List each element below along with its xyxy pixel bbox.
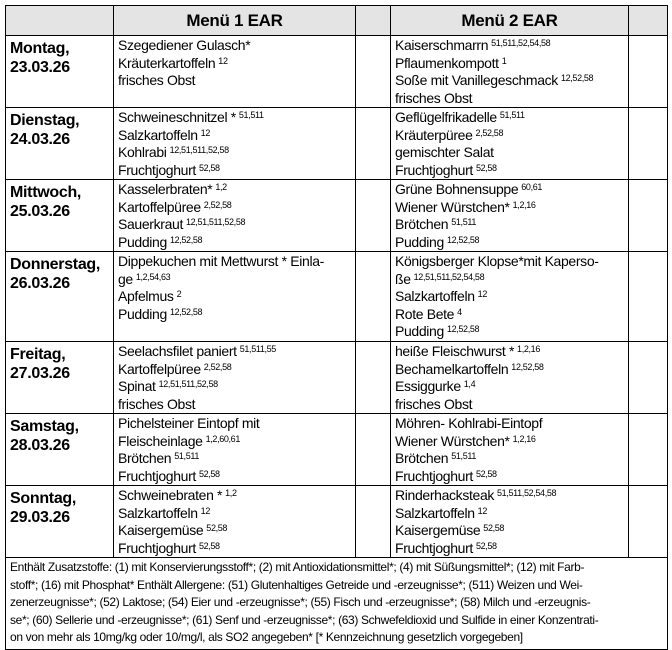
dish-name: Fruchtjoghurt: [118, 539, 196, 556]
allergen-codes: 51,511: [174, 451, 199, 461]
day-cell: [6, 36, 114, 108]
day-date: 28.03.26: [10, 437, 70, 454]
spacer-cell: [629, 36, 668, 108]
dish-name: Brötchen: [118, 450, 172, 466]
allergen-codes: 12: [200, 127, 210, 138]
allergen-codes: 12,51,511,52,58: [169, 145, 229, 155]
allergen-codes: 52,58: [198, 162, 220, 173]
menu-item: [395, 505, 624, 523]
dish-name: Kasselerbraten*: [118, 181, 213, 197]
allergen-codes: 51,511,55: [239, 344, 276, 354]
dish-name: Kohlrabi: [118, 144, 167, 160]
allergen-codes: 1,2: [225, 488, 237, 498]
dish-name: Kräuterpüree: [395, 126, 473, 143]
day-row: [6, 252, 668, 342]
allergen-codes: 1,2,54,63: [135, 271, 171, 282]
spacer-cell: [629, 486, 668, 558]
allergen-codes: 2: [176, 289, 182, 299]
allergen-codes: 12,51,511,52,54,58: [413, 271, 485, 282]
dish-name: heiße Fleischwurst *: [395, 343, 515, 359]
menu2-cell: [391, 486, 629, 558]
menu-item: [395, 90, 624, 108]
dish-name: Pudding: [395, 233, 444, 250]
menu1-cell: [114, 414, 356, 486]
dish-name: Kräuterkartoffeln: [118, 54, 216, 71]
footer-line: zenerzeugnisse*; (52) Laktose; (54) Eier und -erzeugnisse*; (55) Fisch und -erzeugnisse*; (58) Milch und -erzeugnis-: [10, 595, 591, 609]
dish-name: Salzkartoffeln: [118, 504, 198, 521]
day-name: Donnerstag,: [10, 256, 101, 273]
menu-item: [118, 72, 351, 90]
menu-item: [395, 72, 624, 90]
menu-item: [118, 271, 351, 289]
dish-name: Brötchen: [395, 450, 449, 466]
menu1-cell: [114, 180, 356, 252]
dish-name: Salzkartoffeln: [118, 126, 198, 143]
dish-name: Essiggurke: [395, 378, 461, 394]
spacer-cell: [629, 180, 668, 252]
menu-item: [395, 415, 624, 433]
dish-name: gemischter Salat: [395, 144, 494, 160]
allergen-codes: 52,58: [198, 540, 220, 551]
menu-item: [118, 450, 351, 468]
menu-item: [395, 181, 624, 199]
allergen-codes: 1,2,16: [512, 199, 536, 210]
day-cell: [6, 342, 114, 414]
menu-item: [118, 487, 351, 505]
menu-item: [118, 540, 351, 558]
menu-item: [118, 415, 351, 433]
header-day: [6, 6, 114, 36]
day-cell: [6, 180, 114, 252]
menu2-cell: [391, 108, 629, 180]
dish-name: Dippekuchen mit Mettwurst * Einla-: [118, 253, 324, 269]
day-row: [6, 180, 668, 252]
dish-name: ge: [118, 270, 133, 287]
menu-item: [118, 433, 351, 451]
allergen-codes: 12,52,58: [446, 324, 480, 334]
allergen-codes: 1,4: [463, 379, 476, 389]
menu-item: [395, 144, 624, 162]
dish-name: ße: [395, 270, 411, 287]
allergen-codes: 51,511,52,54,58: [497, 488, 557, 498]
dish-name: Apfelmus: [118, 288, 174, 304]
allergen-codes: 1,2,16: [512, 433, 536, 444]
allergen-codes: 52,58: [198, 468, 220, 479]
menu-item: [395, 343, 624, 361]
dish-name: Fruchtjoghurt: [395, 539, 473, 556]
dish-name: frisches Obst: [118, 72, 196, 88]
allergen-codes: 12: [477, 289, 487, 299]
menu-item: [395, 522, 624, 540]
allergen-codes: 52,58: [475, 468, 497, 479]
menu-item: [395, 288, 624, 306]
dish-name: Kaiserschmarrn: [395, 37, 489, 53]
day-name: Freitag,: [10, 346, 66, 363]
menu-item: [395, 162, 624, 180]
menu-item: [395, 253, 624, 271]
allergen-codes: 51,511: [451, 217, 476, 227]
allergen-codes: 51,511,52,54,58: [491, 38, 551, 48]
allergen-codes: 51,511: [451, 451, 476, 461]
menu-item: [118, 37, 351, 55]
menu-item: [118, 361, 351, 379]
menu-item: [395, 306, 624, 324]
menu-table: [5, 5, 668, 650]
menu1-cell: [114, 108, 356, 180]
dish-name: Fruchtjoghurt: [118, 161, 196, 178]
dish-name: Möhren- Kohlrabi-Eintopf: [395, 415, 543, 431]
dish-name: Wiener Würstchen*: [395, 432, 510, 449]
dish-name: Fleischeinlage: [118, 432, 203, 449]
spacer-cell: [356, 252, 391, 342]
dish-name: frisches Obst: [118, 395, 196, 412]
dish-name: Szegediener Gulasch*: [118, 37, 251, 53]
dish-name: Pflaumenkompott: [395, 54, 499, 71]
footer-line: se*; (60) Sellerie und -erzeugnisse*; (61) Senf und -erzeugnisse*; (63) Schwefeldioxid und Sulfide in einer Konzentrati-: [10, 612, 599, 627]
day-row: [6, 414, 668, 486]
menu-item: [118, 505, 351, 523]
dish-name: Kartoffelpüree: [118, 198, 201, 215]
spacer-cell: [356, 414, 391, 486]
day-cell: [6, 486, 114, 558]
day-row: [6, 342, 668, 414]
menu1-cell: [114, 36, 356, 108]
spacer-cell: [629, 414, 668, 486]
footer-line: on von mehr als 10mg/kg oder 10/mg/l, als SO2 angegeben* [* Kennzeichnung gesetzlich vorgegeben]: [10, 630, 523, 644]
allergen-codes: 52,58: [475, 162, 497, 173]
menu-item: [118, 396, 351, 414]
day-date: 27.03.26: [10, 365, 70, 382]
dish-name: Schweineschnitzel *: [118, 109, 236, 125]
spacer-cell: [356, 36, 391, 108]
menu-item: [395, 433, 624, 451]
menu-item: [395, 540, 624, 558]
day-row: [6, 486, 668, 558]
allergen-codes: 12: [218, 55, 228, 66]
allergen-codes: 12: [477, 505, 487, 516]
menu-item: [118, 288, 351, 306]
menu-item: [395, 323, 624, 341]
menu1-cell: [114, 252, 356, 342]
allergen-codes: 52,58: [206, 523, 228, 533]
allergen-codes: 12,52,58: [511, 361, 544, 372]
spacer-cell: [629, 252, 668, 342]
day-name: Sonntag,: [10, 490, 77, 507]
menu-item: [118, 162, 351, 180]
menu1-cell: [114, 342, 356, 414]
dish-name: Königsberger Klopse*mit Kaperso-: [395, 253, 599, 269]
allergen-codes: 1,2: [215, 182, 227, 192]
legend-footer: [6, 558, 668, 650]
dish-name: Salzkartoffeln: [395, 504, 475, 521]
menu2-cell: [391, 180, 629, 252]
menu-item: [118, 468, 351, 486]
dish-name: Fruchtjoghurt: [118, 467, 196, 484]
dish-name: Fruchtjoghurt: [395, 467, 473, 484]
dish-name: Kartoffelpüree: [118, 360, 201, 377]
dish-name: Rote Bete: [395, 305, 455, 322]
menu-item: [395, 37, 624, 55]
dish-name: Kaisergemüse: [118, 522, 204, 538]
menu-item: [118, 199, 351, 217]
footer-line: Enthält Zusatzstoffe: (1) mit Konservierungsstoff*; (2) mit Antioxidationsmittel*; (4) mit Süßungsmittel*; (12) mit Farb-: [10, 560, 585, 574]
spacer-cell: [356, 486, 391, 558]
day-row: [6, 108, 668, 180]
menu-item: [395, 396, 624, 414]
allergen-codes: 1,2,16: [517, 344, 540, 354]
allergen-codes: 2,52,58: [475, 127, 504, 138]
menu-item: [118, 253, 351, 271]
dish-name: Seelachsfilet paniert: [118, 343, 237, 359]
day-date: 26.03.26: [10, 275, 70, 292]
allergen-codes: 12,52,58: [169, 234, 203, 245]
menu-item: [118, 234, 351, 252]
allergen-codes: 12,51,511,52,58: [158, 379, 218, 389]
menu2-cell: [391, 342, 629, 414]
dish-name: Brötchen: [395, 216, 449, 232]
menu-item: [118, 181, 351, 199]
menu-item: [118, 55, 351, 73]
menu-item: [118, 216, 351, 234]
dish-name: Pudding: [118, 305, 167, 322]
day-name: Mittwoch,: [10, 184, 82, 201]
menu-item: [395, 109, 624, 127]
allergen-codes: 12,51,511,52,58: [185, 217, 246, 227]
dish-name: Salzkartoffeln: [395, 288, 475, 304]
header-row: [6, 6, 668, 36]
day-row: [6, 36, 668, 108]
dish-name: Grüne Bohnensuppe: [395, 181, 519, 197]
allergen-codes: 51,511: [499, 110, 525, 120]
day-date: 25.03.26: [10, 203, 70, 220]
allergen-codes: 51,511: [238, 110, 264, 120]
dish-name: Sauerkraut: [118, 216, 183, 232]
day-name: Montag,: [10, 40, 70, 57]
dish-name: Pudding: [118, 233, 167, 250]
dish-name: Fruchtjoghurt: [395, 161, 473, 178]
dish-name: frisches Obst: [395, 395, 473, 412]
dish-name: Pichelsteiner Eintopf mit: [118, 415, 260, 431]
header-spacer2: [629, 6, 668, 36]
allergen-codes: 1: [501, 55, 507, 66]
allergen-codes: 1,2,60,61: [205, 433, 240, 444]
menu-item: [395, 450, 624, 468]
dish-name: Pudding: [395, 323, 444, 339]
menu-item: [395, 378, 624, 396]
dish-name: Spinat: [118, 378, 156, 394]
dish-name: Kaisergemüse: [395, 522, 481, 538]
menu2-cell: [391, 414, 629, 486]
day-cell: [6, 414, 114, 486]
menu-item: [395, 271, 624, 289]
menu2-cell: [391, 36, 629, 108]
day-date: 23.03.26: [10, 59, 70, 76]
menu-item: [118, 378, 351, 396]
allergen-codes: 2,52,58: [203, 361, 232, 372]
allergen-codes: 2,52,58: [203, 199, 232, 210]
menu-item: [118, 522, 351, 540]
footer-line: stoff*; (16) mit Phosphat* Enthält Allergene: (51) Glutenhaltiges Getreide und -erzeugnisse*; (511) Weizen und Wei-: [10, 577, 583, 592]
dish-name: Wiener Würstchen*: [395, 198, 510, 215]
allergen-codes: 52,58: [475, 540, 497, 551]
menu-item: [118, 144, 351, 162]
day-date: 24.03.26: [10, 131, 70, 148]
dish-name: Schweinebraten *: [118, 487, 223, 503]
menu-item: [395, 199, 624, 217]
menu-item: [395, 487, 624, 505]
day-name: Dienstag,: [10, 112, 80, 129]
menu-item: [118, 127, 351, 145]
day-name: Samstag,: [10, 418, 79, 435]
dish-name: Bechamelkartoffeln: [395, 360, 509, 377]
dish-name: Soße mit Vanillegeschmack: [395, 72, 558, 88]
menu-item: [118, 109, 351, 127]
day-cell: [6, 108, 114, 180]
allergen-codes: 12,52,58: [169, 306, 203, 317]
dish-name: Rinderhacksteak: [395, 487, 495, 503]
allergen-codes: 12,52,58: [446, 234, 480, 245]
menu-item: [395, 361, 624, 379]
menu-item: [395, 234, 624, 252]
header-menu2: Menü 2 EAR: [391, 6, 629, 36]
spacer-cell: [356, 342, 391, 414]
menu1-cell: [114, 486, 356, 558]
menu-item: [118, 343, 351, 361]
day-date: 29.03.26: [10, 509, 70, 526]
allergen-codes: 4: [457, 306, 462, 317]
menu2-cell: [391, 252, 629, 342]
allergen-codes: 60,61: [521, 182, 543, 192]
menu-item: [395, 55, 624, 73]
day-cell: [6, 252, 114, 342]
header-spacer1: [356, 6, 391, 36]
menu-item: [395, 127, 624, 145]
header-menu1: Menü 1 EAR: [114, 6, 356, 36]
menu-item: [395, 468, 624, 486]
allergen-codes: 12: [200, 505, 210, 516]
spacer-cell: [629, 108, 668, 180]
allergen-codes: 52,58: [483, 523, 505, 533]
spacer-cell: [356, 108, 391, 180]
dish-name: frisches Obst: [395, 89, 473, 106]
allergen-codes: 12,52,58: [560, 73, 594, 83]
dish-name: Geflügelfrikadelle: [395, 109, 497, 125]
spacer-cell: [629, 342, 668, 414]
menu-item: [395, 216, 624, 234]
spacer-cell: [356, 180, 391, 252]
menu-item: [118, 306, 351, 324]
